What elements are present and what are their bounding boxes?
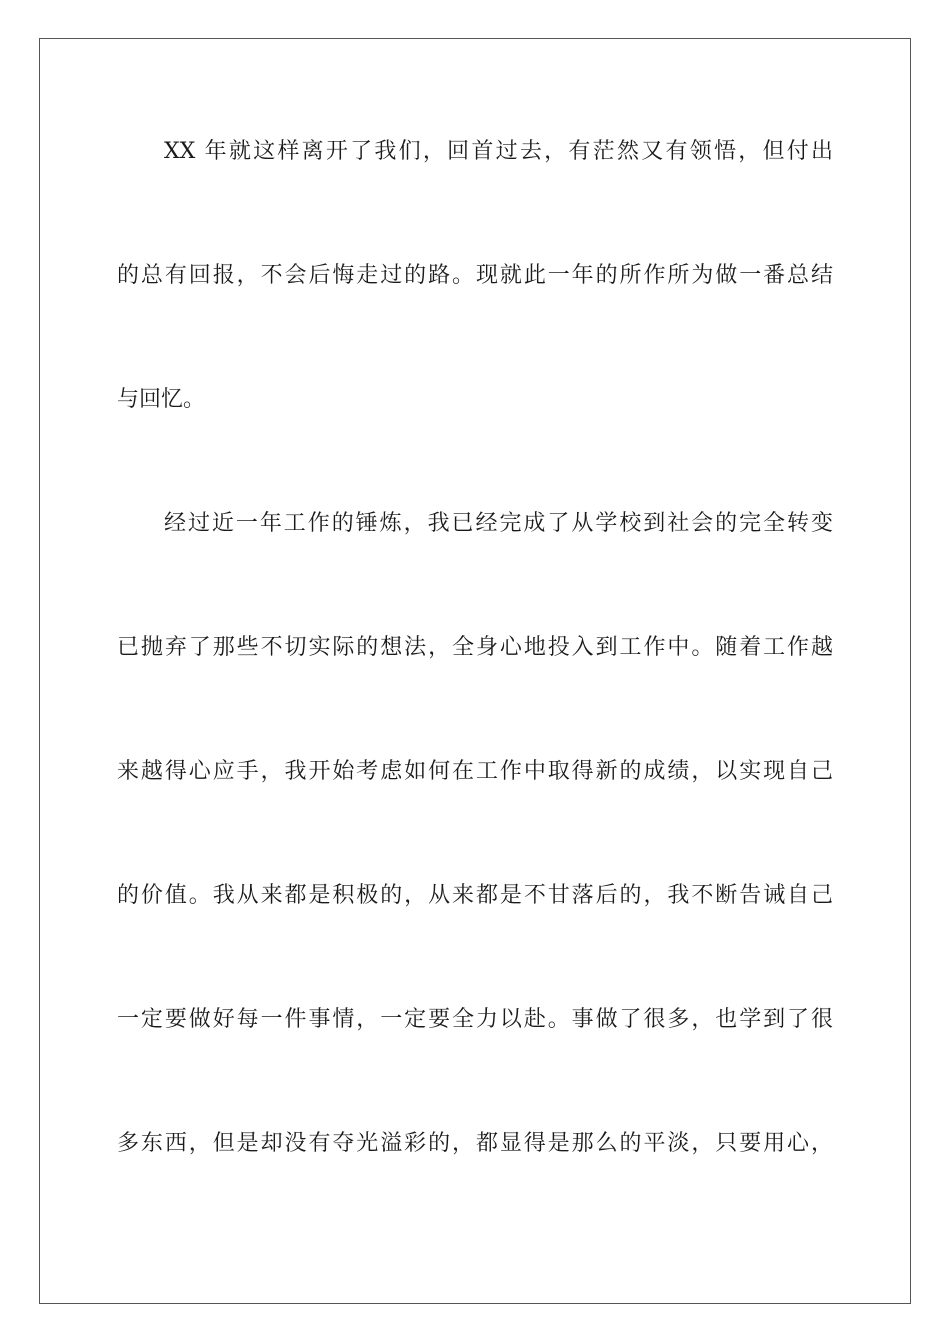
paragraph-2-line-6: 多东西，但是却没有夺光溢彩的，都显得是那么的平淡，只要用心，	[117, 1131, 833, 1156]
page-border	[39, 38, 911, 1304]
paragraph-2-line-3: 来越得心应手，我开始考虑如何在工作中取得新的成绩，以实现自己	[117, 759, 833, 784]
paragraph-1-line-1: XX 年就这样离开了我们，回首过去，有茫然又有领悟，但付出	[164, 139, 833, 164]
paragraph-1-line-3: 与回忆。	[117, 387, 206, 412]
paragraph-2-line-4: 的价值。我从来都是积极的，从来都是不甘落后的，我不断告诫自己	[117, 883, 833, 908]
paragraph-2-line-2: 已抛弃了那些不切实际的想法，全身心地投入到工作中。随着工作越	[117, 635, 833, 660]
paragraph-2-line-1: 经过近一年工作的锤炼，我已经完成了从学校到社会的完全转变	[164, 511, 833, 536]
paragraph-1-line-2: 的总有回报，不会后悔走过的路。现就此一年的所作所为做一番总结	[117, 263, 833, 288]
paragraph-2-line-5: 一定要做好每一件事情，一定要全力以赴。事做了很多，也学到了很	[117, 1007, 833, 1032]
